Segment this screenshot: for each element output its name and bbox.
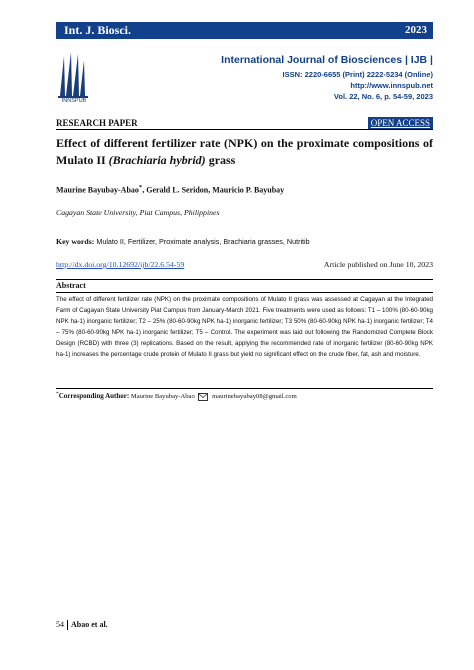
affiliation: Cagayan State University, Piat Campus, Philippines xyxy=(56,208,220,217)
journal-issn: ISSN: 2220-6655 (Print) 2222-5234 (Online) xyxy=(282,70,433,79)
title-italic: (Brachiaria hybrid) xyxy=(108,153,206,167)
author-list xyxy=(56,184,433,195)
title-part-2: grass xyxy=(205,153,236,167)
article-type: RESEARCH PAPER xyxy=(56,118,138,128)
footer-author: Abao et al. xyxy=(71,620,108,629)
journal-title: International Journal of Biosciences | IJB | xyxy=(221,54,433,66)
corr-name: Maurine Bayubay-Abao xyxy=(130,393,195,401)
corr-label: Corresponding Author: xyxy=(58,392,130,401)
logo-text: INNSPUB xyxy=(61,98,87,104)
abstract-text: The effect of different fertilizer rate (NPK) on the proximate compositions of Mulato II grass was assessed at Cagayan at the Integrated Farm of Cagayan State University Piat Campus from January-March 2021. Five treatments were used as follows: T1 – 100% (80-60-90kg NPK ha-1) inorganic fertilizer; T2 – 25% (80-60-90kg NPK ha-1) inorganic fertilizer; T3 50% (80-60-90kg NPK ha-1) inorganic fertilizer; T4 – 75% (80-60-90kg NPK ha-1) inorganic fertilizer; T5 – Control. The experiment was laid out following the Randomized Complete Block Design (RCBD) with three (3) replications. Based on the result, applying the recommended rate of inorganic fertilizer (80-60-90kg NPK ha-1) increases the percentage crude protein of Mulato II grass but yield no significant effect on the crude fiber, fat, ash and moisture. xyxy=(56,296,433,359)
journal-volume: Vol. 22, No. 6, p. 54-59, 2023 xyxy=(333,92,433,101)
header-year: 2023 xyxy=(405,24,427,36)
title-part-1: Effect of different fertilizer rate (NPK) on the proximate compositions of Mulato II xyxy=(56,136,433,167)
keywords-text: Mulato II, Fertilizer, Proximate analysis, Brachiaria grasses, Nutritib xyxy=(96,237,310,246)
author-corresponding: Maurine Bayubay-Abao xyxy=(56,185,139,195)
journal-url[interactable]: http://www.innspub.net xyxy=(350,81,433,90)
abstract-heading: Abstract xyxy=(56,279,433,293)
authors-rest: , Gerald L. Seridon, Mauricio P. Bayubay xyxy=(142,185,285,195)
journal-info xyxy=(221,54,433,102)
page-footer xyxy=(56,620,108,630)
footer-divider xyxy=(67,620,68,630)
open-access-badge[interactable]: OPEN ACCESS xyxy=(368,117,433,129)
keywords xyxy=(56,237,310,246)
journal-short-name: Int. J. Biosci. xyxy=(64,23,132,37)
mail-icon xyxy=(198,393,208,401)
article-title xyxy=(56,135,433,169)
corresponding-mark: * xyxy=(138,184,143,191)
doi-link[interactable]: http://dx.doi.org/10.12692/ijb/22.6.54-59 xyxy=(56,260,185,269)
article-type-bar xyxy=(56,117,433,130)
doi-row xyxy=(56,260,433,269)
keywords-label: Key words: xyxy=(56,237,95,246)
journal-header-bar xyxy=(56,22,433,39)
page-number: 54 xyxy=(56,620,64,629)
innspub-logo-icon xyxy=(56,50,92,100)
published-date: Article published on June 10, 2023 xyxy=(323,260,433,269)
corr-mark: * xyxy=(56,391,59,397)
corresponding-author xyxy=(56,388,433,401)
corr-email[interactable]: maurinebayubay08@gmail.com xyxy=(212,393,297,401)
